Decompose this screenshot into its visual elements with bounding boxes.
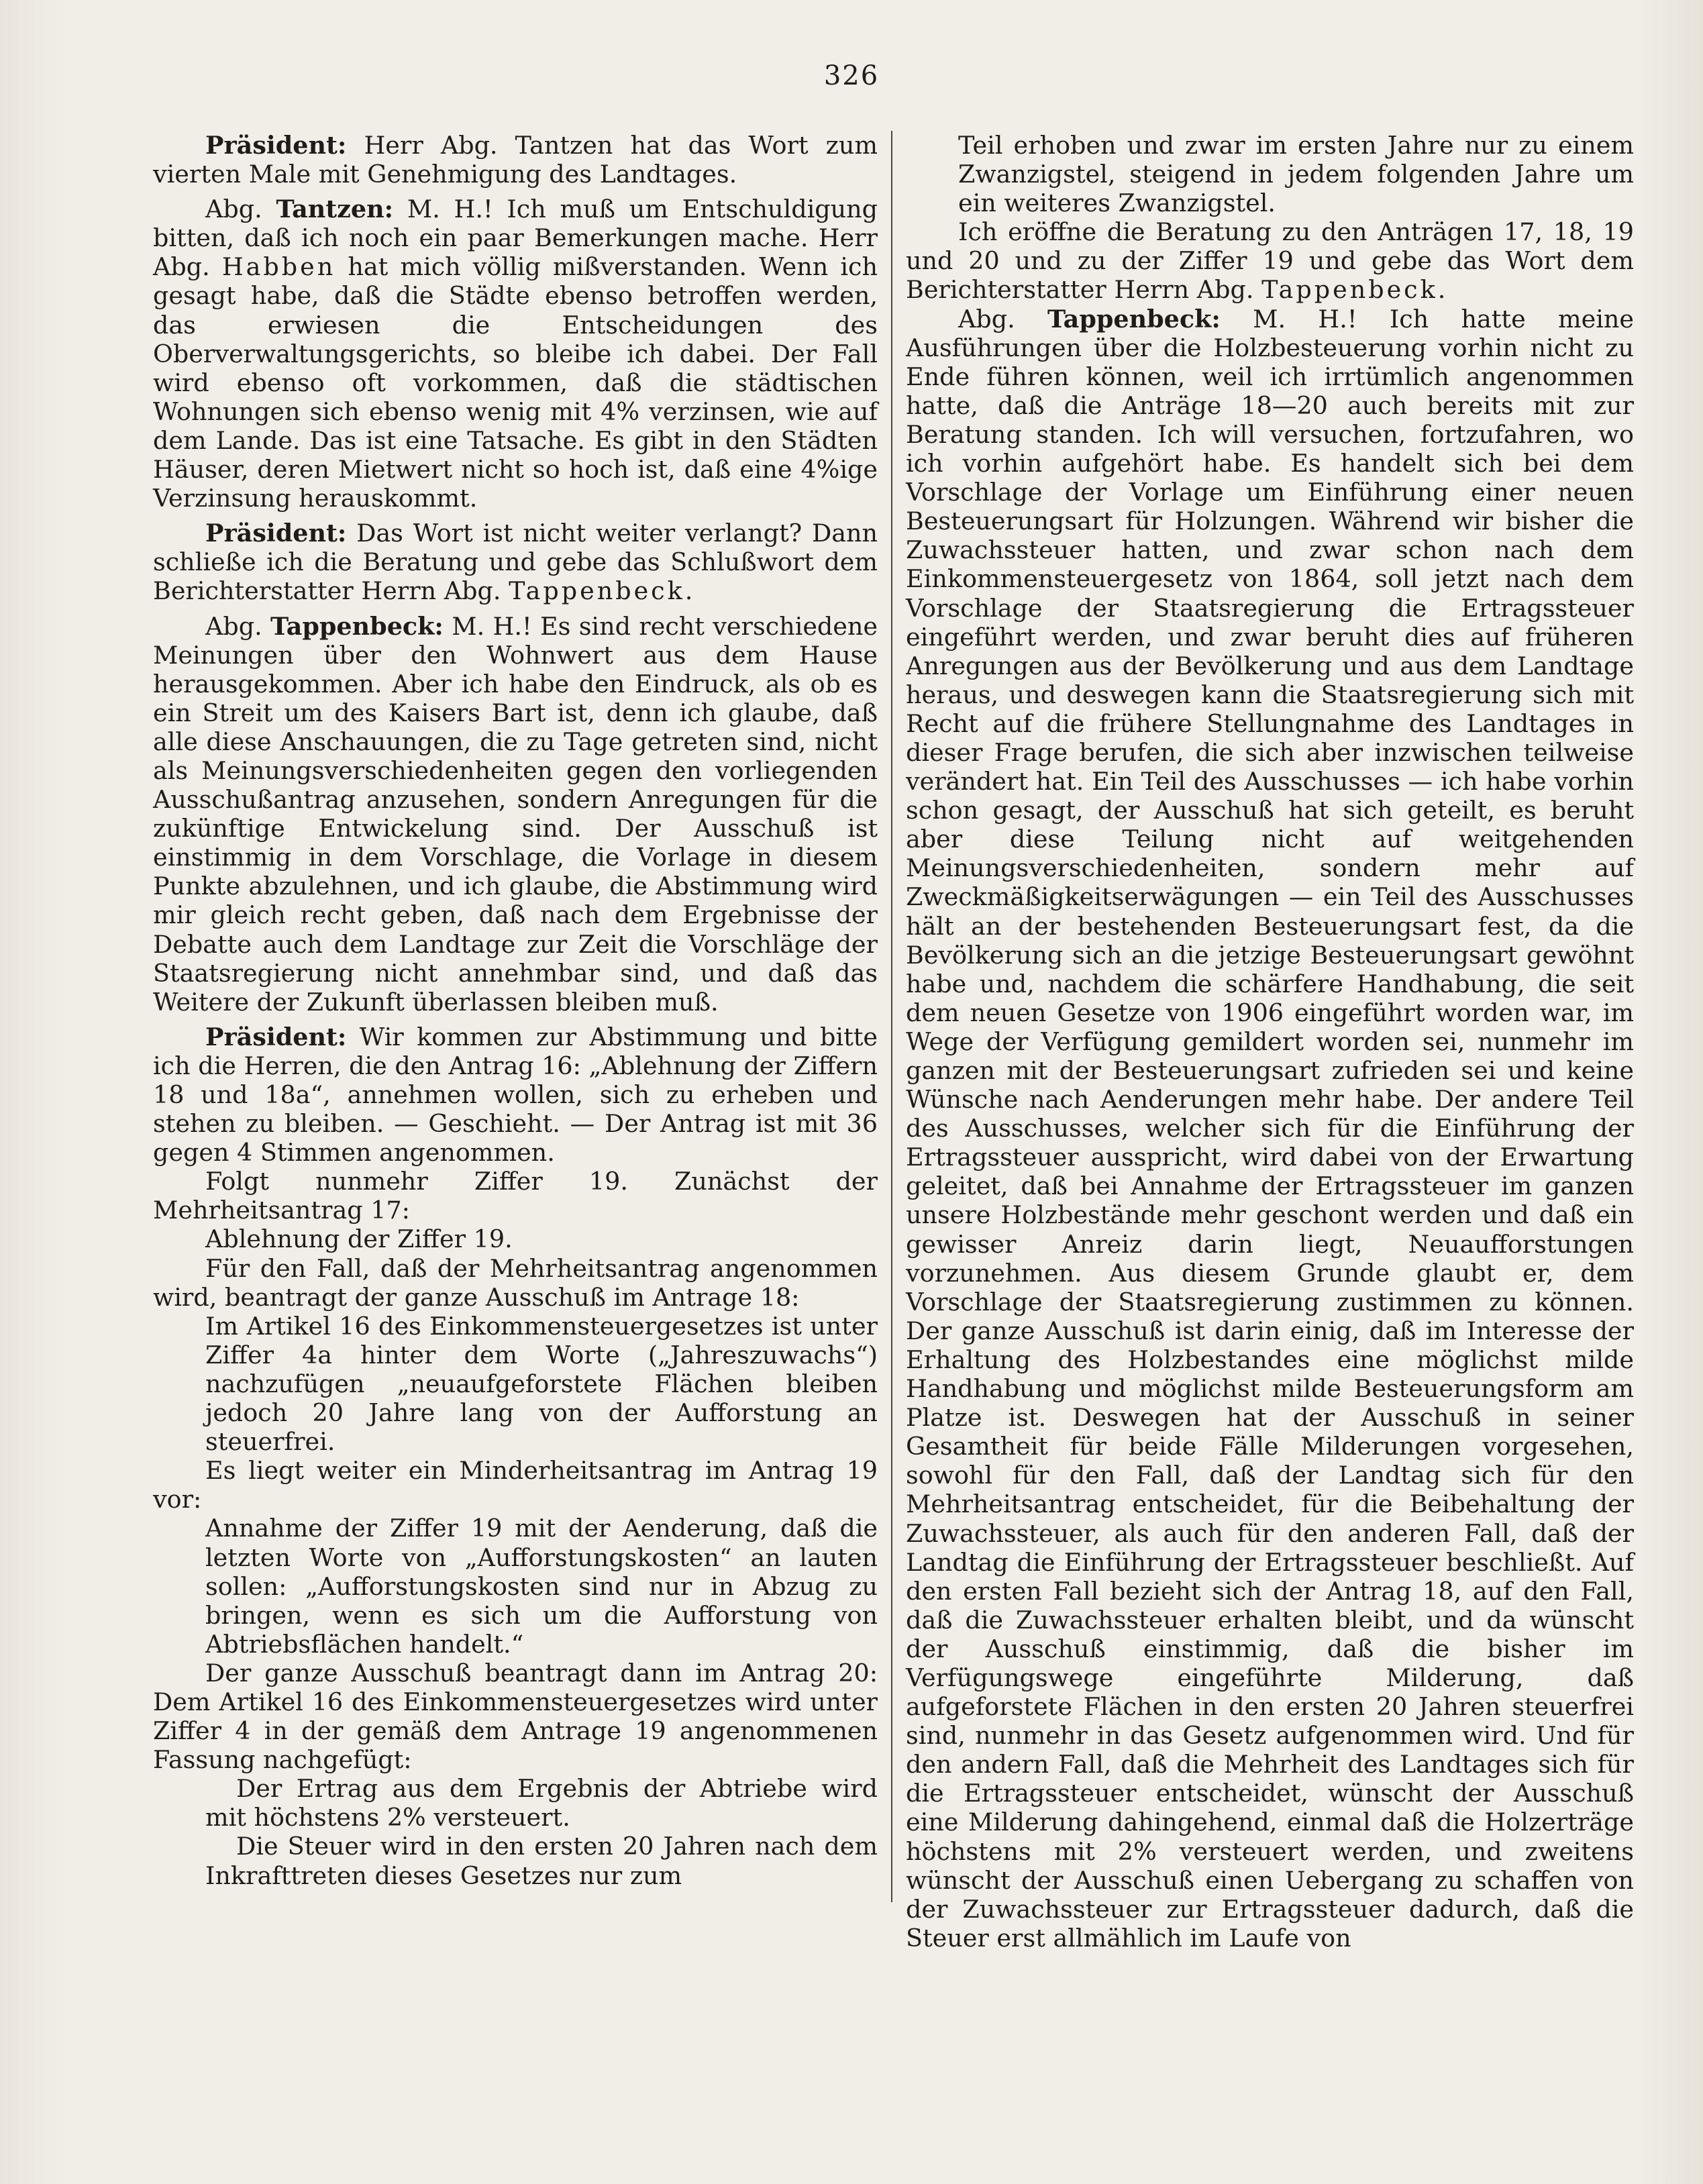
- paragraph-praesident-2: Präsident: Das Wort ist nicht weiter verlangt? Dann schließe ich die Beratung und gebe das Schlußwort dem Berichterstatter Herrn Abg. Tappenbeck.: [153, 519, 878, 606]
- motion-text-20a: Der Ertrag aus dem Ergebnis der Abtriebe wird mit höchstens 2% versteuert.: [205, 1774, 878, 1832]
- paragraph-praesident-3: Präsident: Wir kommen zur Abstimmung und bitte ich die Herren, die den Antrag 16: „Ablehnung der Ziffern 18 und 18a“, annehmen wollen, sich zu erheben und stehen zu bleiben. — Geschieht. — Der Antrag ist mit 36 gegen 4 Stimmen angenommen.: [153, 1022, 878, 1167]
- column-divider: [891, 131, 892, 1902]
- paragraph-antrag-18: Für den Fall, daß der Mehrheitsantrag angenommen wird, beantragt der ganze Ausschuß im Antrage 18:: [153, 1253, 878, 1312]
- spaced-name: Tappenbeck.: [1261, 275, 1449, 305]
- spaced-name: Habben: [221, 252, 336, 282]
- speaker-name: Tappenbeck:: [1047, 304, 1221, 333]
- page-number: 326: [823, 60, 880, 91]
- speaker-name: Tantzen:: [276, 195, 394, 224]
- right-column: [906, 131, 1634, 1953]
- paragraph-beratung: Ich eröffne die Beratung zu den Anträgen 17, 18, 19 und 20 und zu der Ziffer 19 und gebe das Wort dem Berichterstatter Herrn Abg. Tappenbeck.: [906, 217, 1634, 305]
- motion-text-18: Im Artikel 16 des Einkommensteuergesetzes ist unter Ziffer 4a hinter dem Worte („Jahreszuwachs“) nachzufügen „neuaufgeforstete Flächen bleiben jedoch 20 Jahre lang von der Aufforstung an steuerfrei.: [205, 1311, 878, 1457]
- paragraph-praesident-1: Präsident: Herr Abg. Tantzen hat das Wort zum vierten Male mit Genehmigung des Landtages.: [153, 131, 878, 189]
- spaced-name: Tappenbeck.: [509, 576, 696, 606]
- speaker-name: Präsident:: [205, 131, 347, 160]
- paragraph-tappenbeck-1: Abg. Tappenbeck: M. H.! Es sind recht verschiedene Meinungen über den Wohnwert aus dem Hause herausgekommen. Aber ich habe den Eindruck, als ob es ein Streit um des Kaisers Bart ist, denn ich glaube, daß alle diese Anschauungen, die zu Tage getreten sind, nicht als Meinungsverschiedenheiten gegen den vorliegenden Ausschußantrag anzusehen, sondern Anregungen für die zukünftige Entwickelung sind. Der Ausschuß ist einstimmig in dem Vorschlage, die Vorlage in diesem Punkte abzulehnen, und ich glaube, die Abstimmung wird mir gleich recht geben, daß nach dem Ergebnisse der Debatte auch dem Landtage zur Zeit die Vorschläge der Staatsregierung nicht annehmbar sind, und daß das Weitere der Zukunft überlassen bleiben muß.: [153, 611, 878, 1017]
- motion-text-19: Annahme der Ziffer 19 mit der Aenderung, daß die letzten Worte von „Aufforstungskosten“ an lauten sollen: „Aufforstungskosten sind nur in Abzug zu bringen, wenn es sich um die Aufforstung von Abtriebsflächen handelt.“: [205, 1514, 878, 1659]
- paragraph-tantzen: Abg. Tantzen: M. H.! Ich muß um Entschuldigung bitten, daß ich noch ein paar Bemerkungen mache. Herr Abg. Habben hat mich völlig mißverstanden. Wenn ich gesagt habe, daß die Städte ebenso betroffen werden, das erwiesen die Entscheidungen des Oberverwaltungsgerichts, so bleibe ich dabei. Der Fall wird ebenso oft vorkommen, daß die städtischen Wohnungen sich ebenso wenig mit 4% verzinsen, wie auf dem Lande. Das ist eine Tatsache. Es gibt in den Städten Häuser, deren Mietwert nicht so hoch ist, daß eine 4%ige Verzinsung herauskommt.: [153, 195, 878, 513]
- speaker-name: Präsident:: [205, 1022, 347, 1051]
- paragraph-antrag-19: Es liegt weiter ein Minderheitsantrag im Antrag 19 vor:: [153, 1456, 878, 1514]
- left-column: [153, 131, 878, 1890]
- motion-text-20b: Die Steuer wird in den ersten 20 Jahren nach dem Inkrafttreten dieses Gesetzes nur zum: [205, 1832, 878, 1890]
- speaker-name: Präsident:: [205, 519, 347, 548]
- paragraph-antrag-20: Der ganze Ausschuß beantragt dann im Antrag 20: Dem Artikel 16 des Einkommensteuergesetzes wird unter Ziffer 4 in der gemäß dem Antrage 19 angenommenen Fassung nachgefügt:: [153, 1658, 878, 1775]
- paragraph-ziffer-19: Folgt nunmehr Ziffer 19. Zunächst der Mehrheitsantrag 17:: [153, 1167, 878, 1225]
- motion-text-20c: Teil erhoben und zwar im ersten Jahre nur zu einem Zwanzigstel, steigend in jedem folgenden Jahre um ein weiteres Zwanzigstel.: [958, 131, 1634, 218]
- speaker-name: Tappenbeck:: [270, 611, 444, 641]
- motion-text-17: Ablehnung der Ziffer 19.: [205, 1225, 513, 1254]
- paragraph-tappenbeck-2: Abg. Tappenbeck: M. H.! Ich hatte meine Ausführungen über die Holzbesteuerung vorhin nicht zu Ende führen können, weil ich irrtümlich angenommen hatte, daß die Anträge 18—20 auch bereits mit zur Beratung standen. Ich will versuchen, fortzufahren, wo ich vorhin aufgehört habe. Es handelt sich bei dem Vorschlage der Vorlage um Einführung einer neuen Besteuerungsart für Holzungen. Während wir bisher die Zuwachssteuer hatten, und zwar schon nach dem Einkommensteuergesetz von 1864, soll jetzt nach dem Vorschlage der Staatsregierung die Ertragssteuer eingeführt werden, und zwar beruht dies auf früheren Anregungen aus der Bevölkerung und aus dem Landtage heraus, und deswegen kann die Staatsregierung sich mit Recht auf die frühere Stellungnahme des Landtages in dieser Frage berufen, die sich aber inzwischen teilweise verändert hat. Ein Teil des Ausschusses — ich habe vorhin schon gesagt, der Ausschuß hat sich geteilt, es beruht aber diese Teilung nicht auf weitgehenden Meinungsverschiedenheiten, sondern mehr auf Zweckmäßigkeitserwägungen — ein Teil des Ausschusses hält an der bestehenden Besteuerungsart fest, da die Bevölkerung sich an die jetzige Besteuerungsart gewöhnt habe und, nachdem die schärfere Handhabung, die seit dem neuen Gesetze von 1906 eingeführt worden war, im Wege der Verfügung gemildert worden sei, nunmehr im ganzen mit der Besteuerungsart zufrieden sei und keine Wünsche nach Aenderungen mehr habe. Der andere Teil des Ausschusses, welcher sich für die Einführung der Ertragssteuer ausspricht, wird dabei von der Erwartung geleitet, daß bei Annahme der Ertragssteuer im ganzen unsere Holzbestände mehr geschont werden und daß ein gewisser Anreiz darin liegt, Neuaufforstungen vorzunehmen. Aus diesem Grunde glaubt er, dem Vorschlage der Staatsregierung zustimmen zu können. Der ganze Ausschuß ist darin einig, daß im Interesse der Erhaltung des Holzbestandes eine möglichst milde Handhabung und möglichst milde Besteuerungsform am Platze ist. Deswegen hat der Ausschuß in seiner Gesamtheit für beide Fälle Milderungen vorgesehen, sowohl für den Fall, daß der Landtag sich für den Mehrheitsantrag entscheidet, für die Beibehaltung der Zuwachssteuer, als auch für den anderen Fall, daß der Landtag die Einführung der Ertragssteuer beschließt. Auf den ersten Fall bezieht sich der Antrag 18, auf den Fall, daß die Zuwachssteuer erhalten bleibt, und da wünscht der Ausschuß einstimmig, daß die bisher im Verfügungswege eingeführte Milderung, daß aufgeforstete Flächen in den ersten 20 Jahren steuerfrei sind, nunmehr in das Gesetz aufgenommen wird. Und für den andern Fall, daß die Mehrheit des Landtages sich für die Ertragssteuer entscheidet, wünscht der Ausschuß eine Milderung dahingehend, einmal daß die Holzerträge höchstens mit 2% versteuert werden, und zweitens wünscht der Ausschuß einen Uebergang zu schaffen von der Zuwachssteuer zur Ertragssteuer dadurch, daß die Steuer erst allmählich im Laufe von: [906, 304, 1634, 1953]
